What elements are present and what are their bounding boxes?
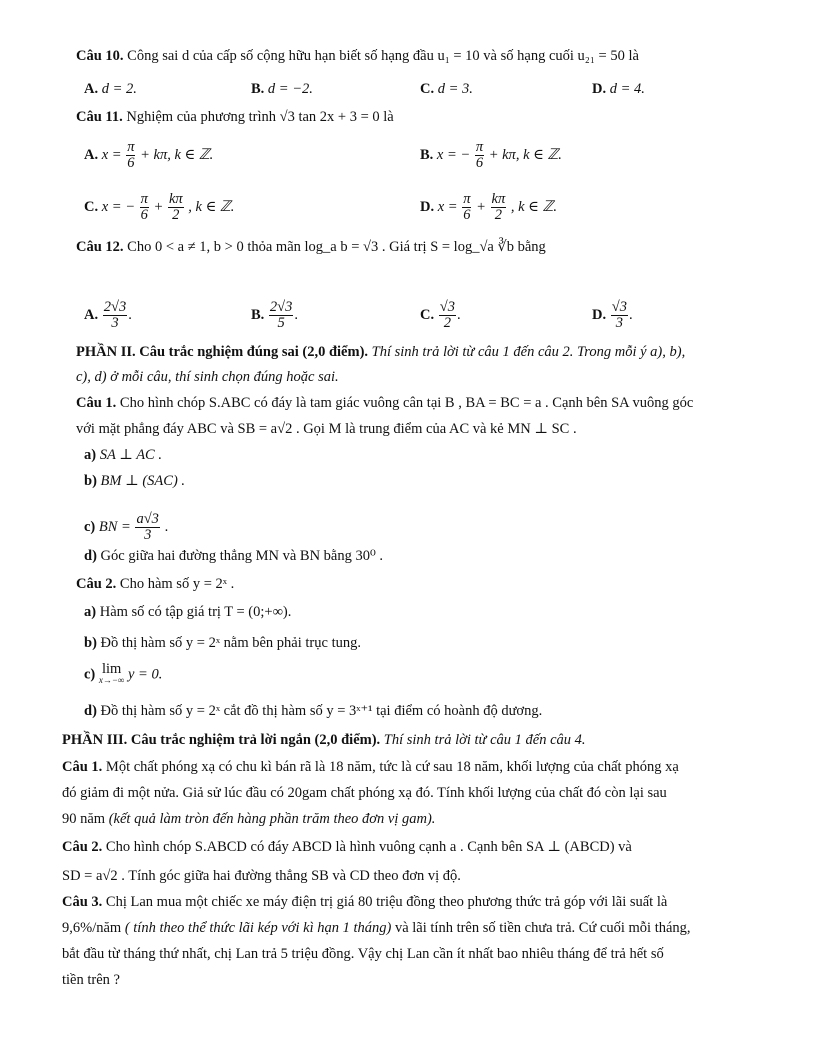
p3-q3-line1: Câu 3. Chị Lan mua một chiếc xe máy điện trị giá 80 triệu đồng theo phương thức trả góp với lãi suất là [62, 894, 668, 910]
p3-q1-line1: Câu 1. Một chất phóng xạ có chu kì bán rã là 18 năm, tức là cứ sau 18 năm, khối lượng của chất phóng xạ [62, 759, 679, 775]
p3-q2-line1: Câu 2. Cho hình chóp S.ABCD có đáy ABCD là hình vuông cạnh a . Cạnh bên SA ⊥ (ABCD) và [62, 839, 632, 855]
q11-option-a: A. x = $\frac{\pi}{6}$ + kπ, k ∈ ℤ. [84, 139, 214, 171]
q10-option-a: A. d = 2. [84, 81, 137, 97]
q10-label: Câu 10. [76, 48, 124, 64]
q11-label: Câu 11. [76, 109, 123, 125]
q12-option-b: B. $\frac{2√3}{5}$ . [251, 299, 299, 331]
q10-option-b: B. d = −2. [251, 81, 313, 97]
p2-q2-c: c) lim x→−∞ y = 0. [84, 661, 163, 685]
q11-option-b: B. x = − $\frac{\pi}{6}$ + kπ, k ∈ ℤ. [420, 139, 562, 171]
q10-option-c: C. d = 3. [420, 81, 473, 97]
p3-q3-line4: tiền trên ? [62, 972, 120, 988]
q11-stem [76, 107, 394, 127]
q12-text: Cho 0 < a ≠ 1, b > 0 thỏa mãn log_a b = √3 . Giá trị S = log_√a ∛b bằng [127, 239, 546, 255]
p3-q3-line2: 9,6%/năm ( tính theo thể thức lãi kép với kì hạn 1 tháng) và lãi tính trên số tiền chưa trả. Cứ cuối mỗi tháng, [62, 920, 691, 936]
q11-text: Nghiệm của phương trình √3 tan 2x + 3 = 0 là [126, 109, 394, 125]
p2-q2-a: a) Hàm số có tập giá trị T = (0;+∞). [84, 604, 292, 620]
p2-q1-a: a) SA ⊥ AC . [84, 447, 162, 463]
p2-q2-stem: Câu 2. Cho hàm số y = 2ˣ . [76, 576, 235, 592]
p3-q2-line2: SD = a√2 . Tính góc giữa hai đường thẳng SB và CD theo đơn vị độ. [62, 868, 461, 884]
p3-q1-line3: 90 năm (kết quả làm tròn đến hàng phần trăm theo đơn vị gam). [62, 811, 436, 827]
q12-option-a: A. $\frac{2√3}{3}$ . [84, 299, 132, 331]
q10-stem [76, 46, 639, 66]
q10-option-d: D. d = 4. [592, 81, 645, 97]
part2-heading: PHẦN II. Câu trắc nghiệm đúng sai (2,0 điểm). Thí sinh trả lời từ câu 1 đến câu 2. Trong mỗi ý a), b), [76, 344, 686, 360]
p2-q2-d: d) Đồ thị hàm số y = 2ˣ cắt đồ thị hàm số y = 3ˣ⁺¹ tại điểm có hoành độ dương. [84, 703, 543, 719]
q12-stem [76, 237, 546, 257]
p3-q1-line2: đó giảm đi một nửa. Giả sử lúc đầu có 20gam chất phóng xạ đó. Tính khối lượng của chất đó còn lại sau [62, 785, 667, 801]
p2-q2-b: b) Đồ thị hàm số y = 2ˣ nằm bên phải trục tung. [84, 635, 361, 651]
q12-option-c: C. $\frac{√3}{2}$ . [420, 299, 461, 331]
q11-option-c: C. x = − $\frac{\pi}{6}$ + $\frac{k\pi}{2}$ , k ∈ ℤ. [84, 191, 235, 223]
p2-q1-stem: Câu 1. Cho hình chóp S.ABC có đáy là tam giác vuông cân tại B , BA = BC = a . Cạnh bên SA vuông góc [76, 395, 694, 411]
q10-text: Công sai d của cấp số cộng hữu hạn biết số hạng đầu u₁ = 10 và số hạng cuối u₂₁ = 50 là [127, 48, 639, 64]
q12-label: Câu 12. [76, 239, 124, 255]
p2-q1-c: c) BN = $\frac{a√3}{3}$ . [84, 511, 169, 543]
p2-q1-d: d) Góc giữa hai đường thẳng MN và BN bằng 30⁰ . [84, 548, 384, 564]
q11-option-d: D. x = $\frac{\pi}{6}$ + $\frac{k\pi}{2}$ , k ∈ ℤ. [420, 191, 557, 223]
p3-q3-line3: bắt đầu từ tháng thứ nhất, chị Lan trả 5 triệu đồng. Vậy chị Lan cần ít nhất bao nhiêu tháng để trả hết số [62, 946, 664, 962]
part3-heading: PHẦN III. Câu trắc nghiệm trả lời ngắn (2,0 điểm). Thí sinh trả lời từ câu 1 đến câu 4. [62, 732, 586, 748]
part2-instruction: c), d) ở mỗi câu, thí sinh chọn đúng hoặc sai. [76, 369, 339, 385]
q12-option-d: D. $\frac{√3}{3}$ . [592, 299, 633, 331]
p2-q1-stem-2: với mặt phẳng đáy ABC và SB = a√2 . Gọi M là trung điểm của AC và kẻ MN ⊥ SC . [76, 421, 577, 437]
p2-q1-b: b) BM ⊥ (SAC) . [84, 473, 186, 489]
